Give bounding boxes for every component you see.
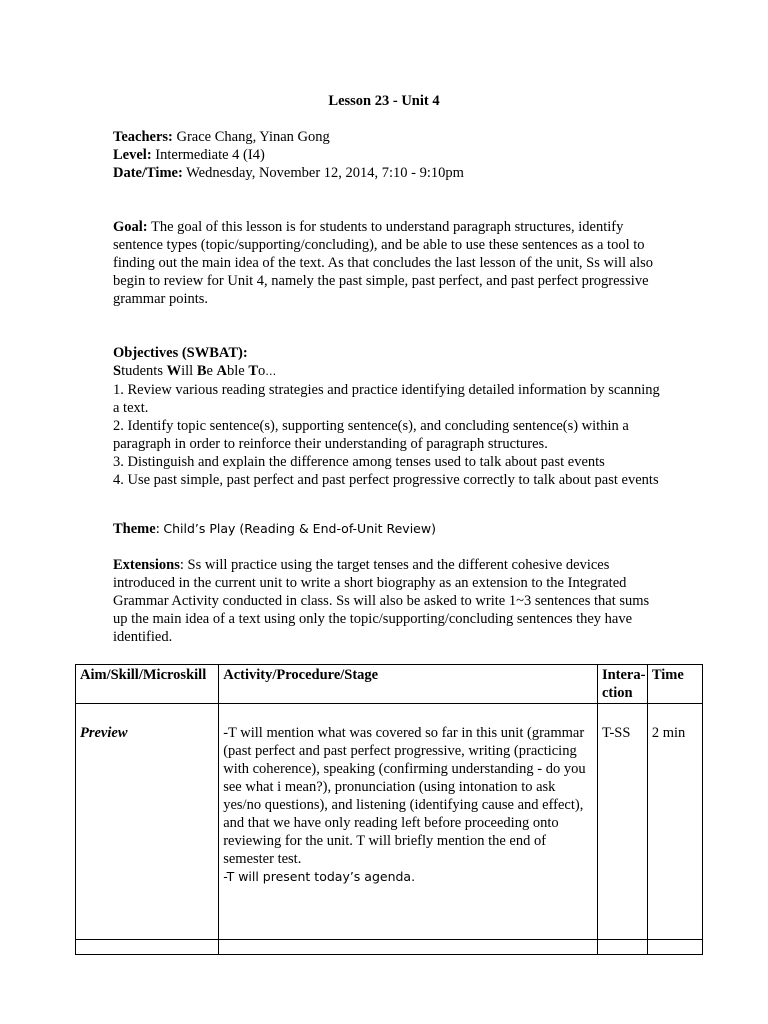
objective-item-4: 4. Use past simple, past perfect and past perfect progressive correctly to talk about past events [113, 472, 659, 488]
swbat-t: T [248, 363, 259, 379]
table-row [76, 704, 703, 940]
swbat-ble: ble [227, 363, 249, 379]
swbat-b: B [196, 363, 207, 379]
row-activity-text: -T will mention what was covered so far in this unit (grammar (past perfect and past perfect progressive, writing (practicing with coherence), speaking (confirming understanding - do you see what i mean?), pronunciation (using intonation to ask yes/no questions), and listening (identifying cause and effect), and that we have only reading left before proceeding onto reviewing for the unit. T will briefly mention the end of semester test. [223, 725, 586, 867]
table-header-row [76, 665, 703, 704]
objective-item-1: 1. Review various reading strategies and practice identifying detailed information by scanning a text. [113, 382, 660, 416]
extensions-text: : Ss will practice using the target tenses and the different cohesive devices introduced in the current unit to write a short biography as an extension to the Integrated Grammar Activity conducted in class. Ss will also be asked to write 1~3 sentences that sums up the main idea of a text using only the topic/supporting/concluding sentences they have identified. [113, 557, 650, 645]
datetime-value: Wednesday, November 12, 2014, 7:10 - 9:10pm [182, 165, 464, 181]
empty-cell-1 [76, 940, 219, 955]
row-time: 2 min [647, 704, 702, 940]
swbat-s: S [113, 363, 122, 379]
header-time: Time [647, 665, 702, 704]
header-aim: Aim/Skill/Microskill [76, 665, 219, 704]
teachers-label: Teachers: [113, 129, 173, 145]
objective-item-2: 2. Identify topic sentence(s), supporting sentence(s), and concluding sentence(s) within a paragraph in order to reinforce their understanding of paragraph structures. [113, 418, 629, 452]
table-row-empty [76, 940, 703, 955]
objectives-section [113, 344, 661, 489]
row-activity [219, 704, 598, 940]
teachers-line [113, 128, 661, 146]
header-interaction: Intera-ction [597, 665, 647, 704]
row-agenda-text: -T will present today’s agenda. [223, 869, 416, 884]
level-value: Intermediate 4 (I4) [151, 147, 265, 163]
theme-text: Child’s Play (Reading & End-of-Unit Review) [163, 521, 436, 536]
row-aim: Preview [76, 704, 219, 940]
swbat-line [113, 362, 661, 381]
lesson-title: Lesson 23 - Unit 4 [328, 93, 440, 109]
datetime-label: Date/Time: [113, 165, 183, 181]
swbat-ill: ill [181, 363, 197, 379]
row-interaction: T-SS [597, 704, 647, 940]
theme-line [113, 520, 661, 538]
lesson-header [113, 128, 661, 182]
empty-cell-3 [597, 940, 647, 955]
swbat-ellipsis: … [265, 365, 278, 378]
extensions-label: Extensions [113, 557, 180, 573]
swbat-tudents: tudents [121, 363, 167, 379]
goal-paragraph [113, 218, 661, 308]
theme-label: Theme [113, 521, 156, 537]
theme-colon: : [155, 521, 164, 537]
objective-item-3: 3. Distinguish and explain the difference among tenses used to talk about past events [113, 454, 605, 470]
header-activity: Activity/Procedure/Stage [219, 665, 598, 704]
goal-text: The goal of this lesson is for students to understand paragraph structures, identify sentence types (topic/supporting/concluding), and be able to use these sentences as a tool to finding out the main idea of the text. As that concludes the last lesson of the unit, Ss will also begin to review for Unit 4, namely the past simple, past perfect, and past perfect progressive grammar points. [113, 219, 654, 307]
extensions-paragraph [113, 556, 661, 646]
empty-cell-2 [219, 940, 598, 955]
datetime-line [113, 164, 661, 182]
goal-label: Goal: [113, 219, 148, 235]
swbat-a: A [216, 363, 228, 379]
teachers-value: Grace Chang, Yinan Gong [172, 129, 330, 145]
swbat-o: o [258, 363, 266, 379]
objectives-label [113, 344, 661, 362]
level-line [113, 146, 661, 164]
swbat-e: e [206, 363, 217, 379]
empty-cell-4 [647, 940, 702, 955]
objectives-heading: Objectives (SWBAT): [113, 345, 248, 361]
swbat-w: W [166, 363, 182, 379]
level-label: Level: [113, 147, 152, 163]
lesson-plan-table [75, 664, 703, 955]
